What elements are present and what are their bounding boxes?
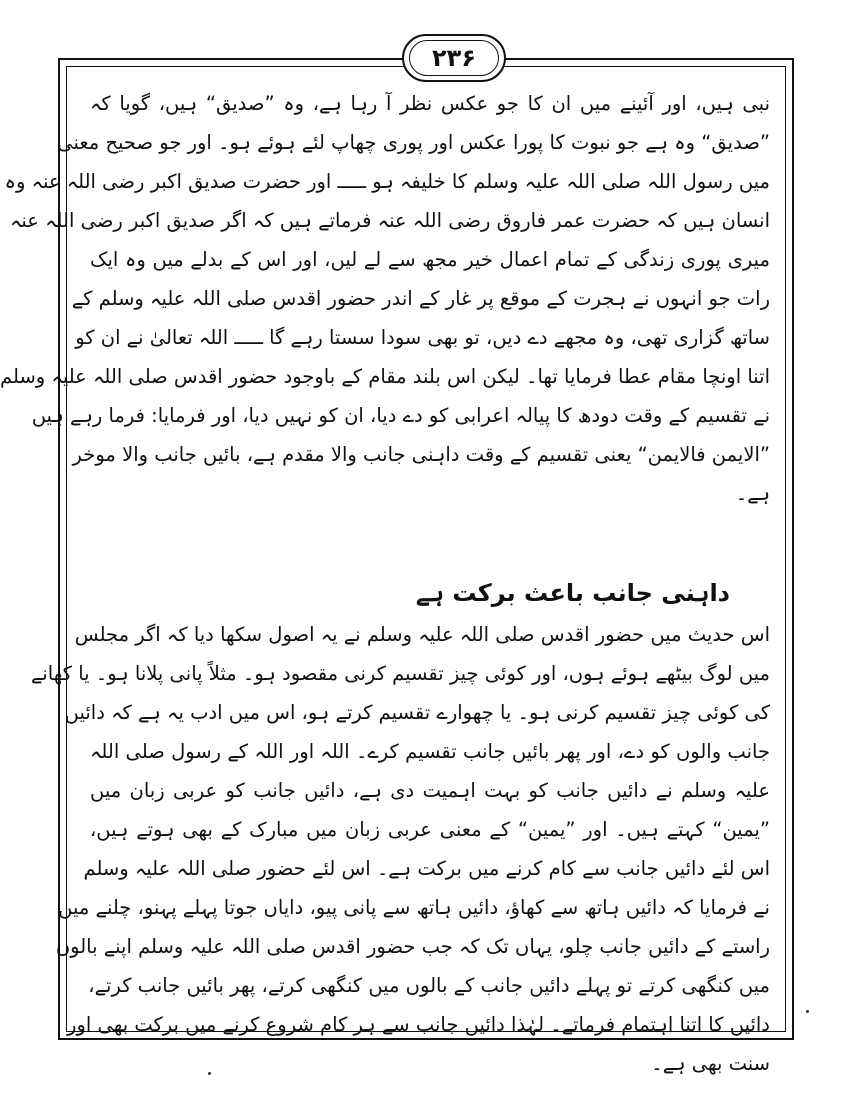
text-line: دائیں کا اتنا اہتمام فرماتے۔ لہٰذا دائیں جانب سے ہر کام شروع کرنے میں برکت بھی اور <box>67 1013 770 1036</box>
text-line: ساتھ گزاری تھی، وہ مجھے دے دیں، تو بھی سودا سستا رہے گا ـــــ اللہ تعالیٰ نے ان کو <box>75 326 770 349</box>
text-line: انسان ہیں کہ حضرت عمر فاروق رضی اللہ عنہ فرماتے ہیں کہ اگر صدیق اکبر رضی اللہ عنہ <box>9 209 770 232</box>
text-line: جانب والوں کو دے، اور پھر بائیں جانب تقسیم کرے۔ اللہ اور اللہ کے رسول صلی اللہ <box>90 740 770 763</box>
scan-speck <box>806 1010 809 1013</box>
section-1 <box>0 84 770 513</box>
scan-speck <box>208 1072 211 1075</box>
text-line: نبی ہیں، اور آئینے میں ان کا جو عکس نظر آ رہا ہے، وہ ”صدیق“ ہیں، گویا کہ <box>90 92 770 115</box>
text-line: اتنا اونچا مقام عطا فرمایا تھا۔ لیکن اس بلند مقام کے باوجود حضور اقدس صلی اللہ علیہ وسلم <box>0 365 770 388</box>
section-gap <box>90 513 770 571</box>
section-2 <box>30 615 770 1083</box>
text-line: میں لوگ بیٹھے ہوئے ہوں، اور کوئی چیز تقسیم کرنی مقصود ہو۔ مثلاً پانی پلانا ہو۔ یا کھانے <box>30 662 770 685</box>
text-line: راستے کے دائیں جانب چلو، یہاں تک کہ جب حضور اقدس صلی اللہ علیہ وسلم اپنے بالوں <box>55 935 770 958</box>
section-heading: داہنی جانب باعث برکت ہے <box>415 579 730 607</box>
text-line: سنت بھی ہے۔ <box>651 1052 770 1075</box>
text-line: میری پوری زندگی کے تمام اعمال خیر مجھ سے لے لیں، اور اس کے بدلے میں وہ ایک <box>90 248 770 271</box>
text-line: میں رسول اللہ صلی اللہ علیہ وسلم کا خلیفہ ہو ـــــ اور حضرت صدیق اکبر رضی اللہ عنہ وہ <box>4 170 770 193</box>
text-line: ”یمین“ کہتے ہیں۔ اور ”یمین“ کے معنی عربی زبان میں مبارک کے بھی ہوتے ہیں، <box>90 818 770 841</box>
text-line: اس لئے دائیں جانب سے کام کرنے میں برکت ہے۔ اس لئے حضور صلی اللہ علیہ وسلم <box>83 857 770 880</box>
text-line: نے تقسیم کے وقت دودھ کا پیالہ اعرابی کو دے دیا، ان کو نہیں دیا، اور فرمایا: فرما رہے ہیں <box>31 404 770 427</box>
text-line: اس حدیث میں حضور اقدس صلی اللہ علیہ وسلم نے یہ اصول سکھا دیا کہ اگر مجلس <box>74 623 770 646</box>
text-line: کی کوئی چیز تقسیم کرنی ہو۔ یا چھوارے تقسیم کرتے ہو، اس میں ادب یہ ہے کہ دائیں <box>64 701 770 724</box>
text-line: ہے۔ <box>735 482 770 505</box>
page-body <box>0 84 770 1083</box>
text-line: رات جو انہوں نے ہجرت کے موقع پر غار کے اندر حضور اقدس صلی اللہ علیہ وسلم کے <box>71 287 770 310</box>
text-line: ”الایمن فالایمن“ یعنی تقسیم کے وقت داہنی جانب والا مقدم ہے، بائیں جانب والا موخر <box>72 443 770 466</box>
page-number: ۲۳۶ <box>402 34 506 82</box>
text-line: علیہ وسلم نے دائیں جانب کو بہت اہمیت دی ہے، دائیں جانب کو عربی زبان میں <box>90 779 770 802</box>
text-line: ”صدیق“ وہ ہے جو نبوت کا پورا عکس اور پوری چھاپ لئے ہوئے ہو۔ اور جو صحیح معنی <box>57 131 770 154</box>
text-line: میں کنگھی کرتے تو پہلے دائیں جانب کے بالوں میں کنگھی کرتے، پھر بائیں جانب کرتے، <box>88 974 770 997</box>
text-line: نے فرمایا کہ دائیں ہاتھ سے کھاؤ، دائیں ہاتھ سے پانی پیو، دایاں جوتا پہلے پہنو، چلنے میں <box>58 896 770 919</box>
